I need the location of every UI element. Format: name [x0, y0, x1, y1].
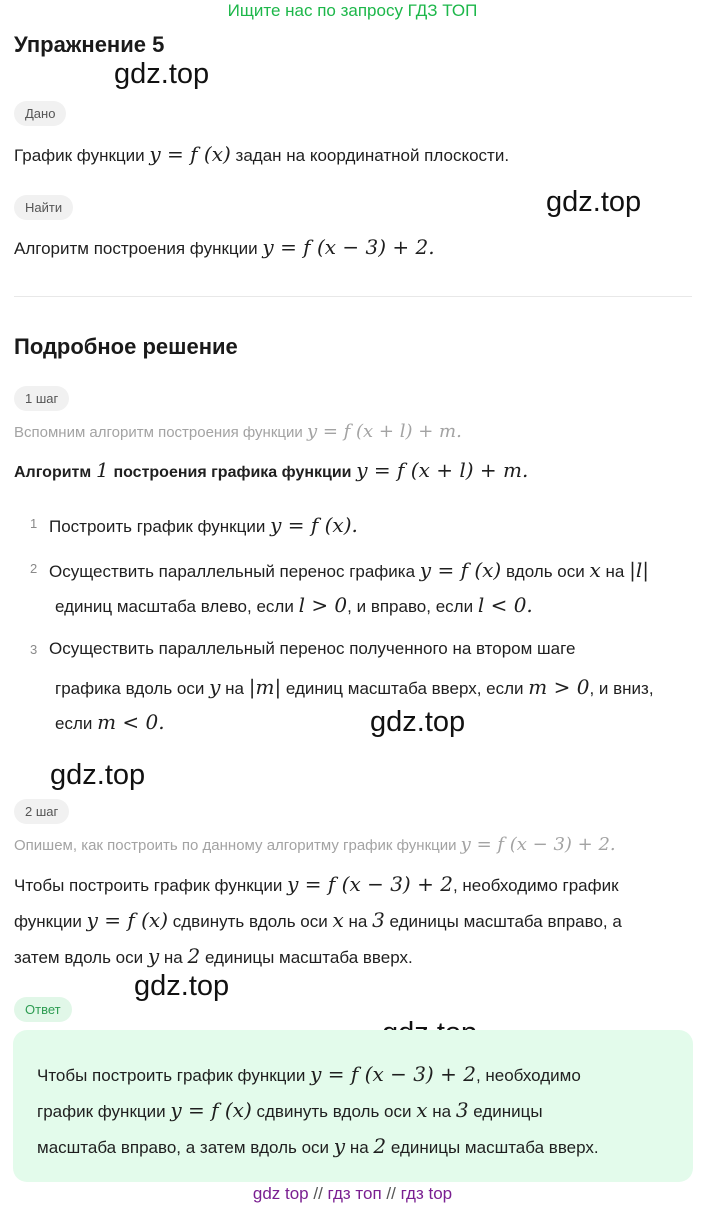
- solution-heading: Подробное решение: [14, 334, 238, 359]
- footer-separator: //: [313, 1184, 323, 1203]
- algorithm-heading: Алгоритм 1 построения графика функции y = f (x + l) + m.: [14, 458, 529, 482]
- watermark: gdz.top: [50, 759, 146, 791]
- answer-text: масштаба вправо, а затем вдоль оси y на 2 единицы масштаба вверх.: [37, 1134, 599, 1158]
- watermark: gdz.top: [546, 186, 642, 218]
- footer-link[interactable]: gdz top: [252, 1184, 309, 1203]
- given-text: График функции y = f (x) задан на координатной плоскости.: [14, 142, 510, 166]
- step-2-text: затем вдоль оси y на 2 единицы масштаба вверх.: [14, 944, 413, 968]
- step-2-intro: Опишем, как построить по данному алгоритму график функции y = f (x − 3) + 2.: [14, 834, 616, 855]
- list-item-continuation: если m < 0.: [55, 710, 165, 734]
- list-item-continuation: графика вдоль оси y на |m| единиц масштаба вверх, если m > 0, и вниз,: [55, 675, 654, 699]
- step-1-tag: 1 шаг: [14, 386, 69, 411]
- answer-tag: Ответ: [14, 997, 72, 1022]
- step-1-intro: Вспомним алгоритм построения функции y = f (x + l) + m.: [14, 421, 462, 442]
- given-tag: Дано: [14, 101, 66, 126]
- watermark: gdz.top: [370, 706, 466, 738]
- step-2-tag: 2 шаг: [14, 799, 69, 824]
- footer-link[interactable]: гдз топ: [327, 1184, 382, 1203]
- footer-links: [0, 1184, 705, 1204]
- watermark: gdz.top: [114, 58, 210, 90]
- search-banner: Ищите нас по запросу ГДЗ ТОП: [227, 1, 478, 20]
- list-item: Осуществить параллельный перенос графика y = f (x) вдоль оси x на |l|: [49, 558, 649, 582]
- step-2-text: функции y = f (x) сдвинуть вдоль оси x на 3 единицы масштаба вправо, а: [14, 908, 622, 932]
- list-item-continuation: единиц масштаба влево, если l > 0, и вправо, если l < 0.: [55, 593, 533, 617]
- step-2-text: Чтобы построить график функции y = f (x − 3) + 2, необходимо график: [14, 872, 619, 896]
- footer-separator: //: [386, 1184, 396, 1203]
- watermark: gdz.top: [134, 970, 230, 1002]
- answer-text: график функции y = f (x) сдвинуть вдоль оси x на 3 единицы: [37, 1098, 543, 1122]
- answer-text: Чтобы построить график функции y = f (x − 3) + 2, необходимо: [37, 1062, 581, 1086]
- list-item-number: 1: [30, 516, 38, 531]
- list-item: Осуществить параллельный перенос полученного на втором шаге: [49, 639, 576, 658]
- find-tag: Найти: [14, 195, 73, 220]
- footer-link[interactable]: гдз top: [400, 1184, 453, 1203]
- section-divider: [14, 296, 692, 297]
- list-item: Построить график функции y = f (x).: [49, 513, 358, 537]
- list-item-number: 2: [30, 561, 38, 576]
- exercise-title: Упражнение 5: [14, 32, 165, 57]
- list-item-number: 3: [30, 642, 38, 657]
- find-text: Алгоритм построения функции y = f (x − 3) + 2.: [14, 235, 435, 259]
